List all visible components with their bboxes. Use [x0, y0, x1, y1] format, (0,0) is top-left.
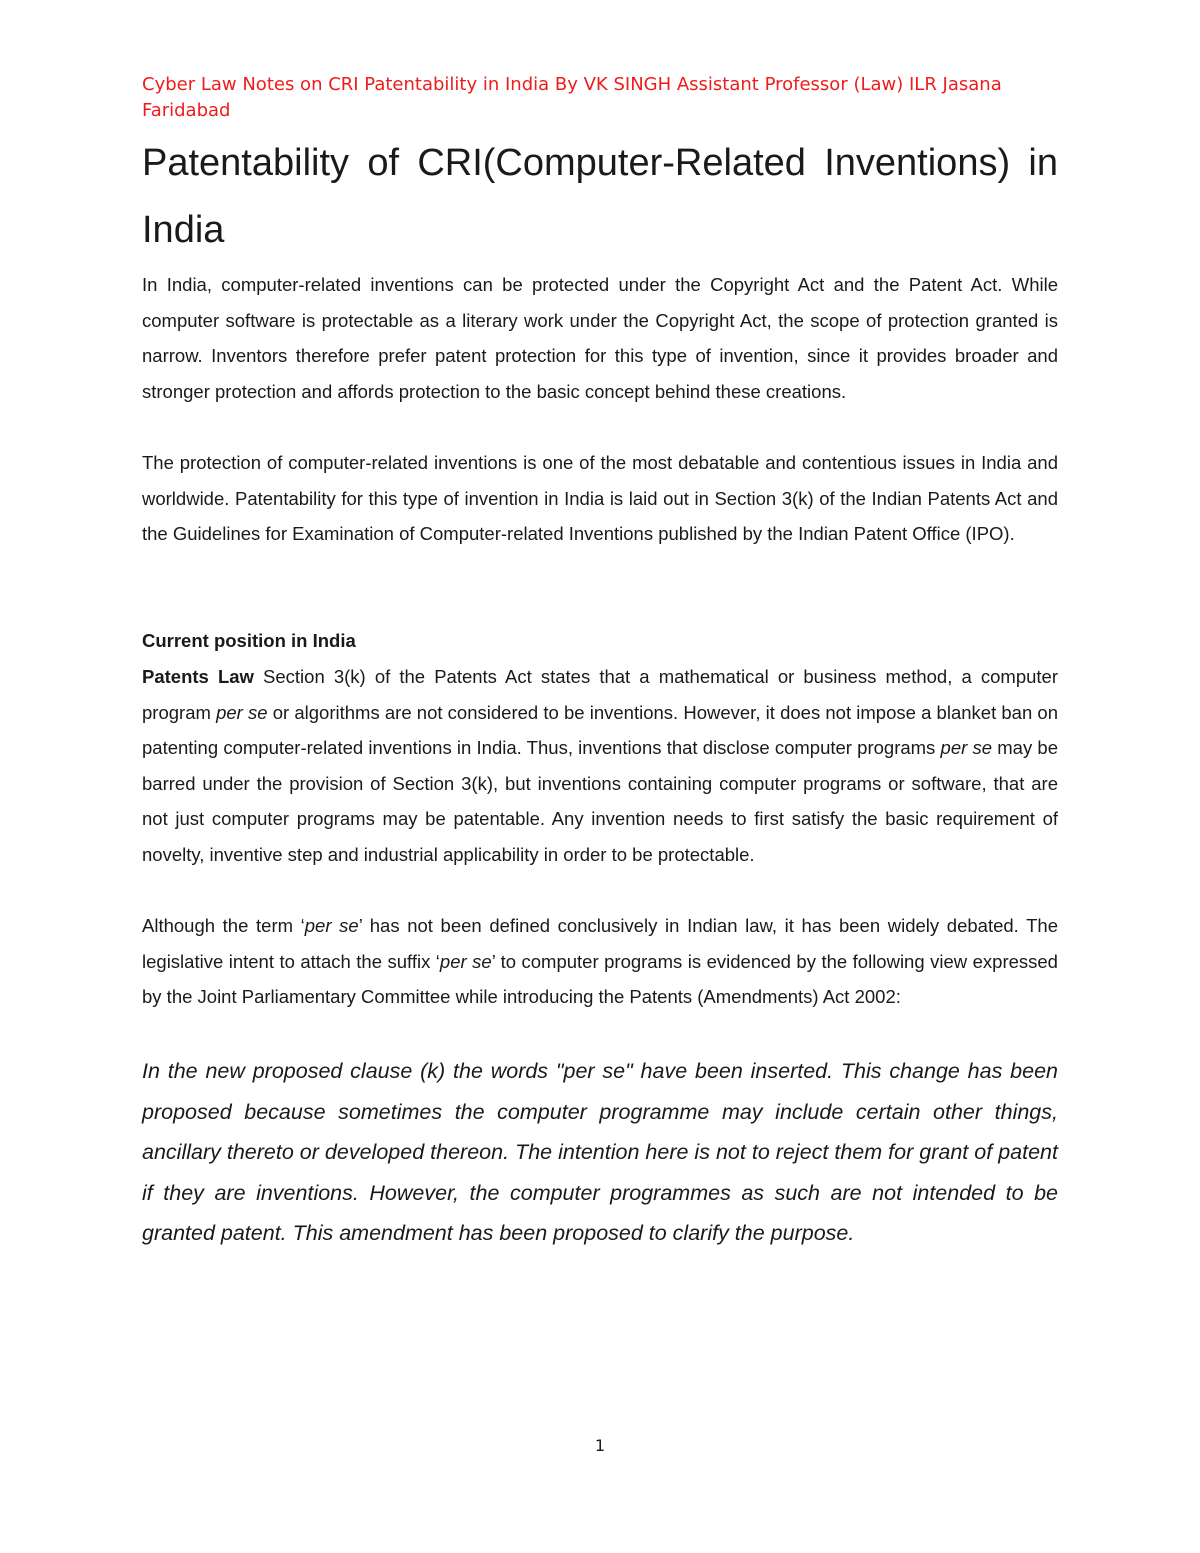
per-se-term: per se — [216, 701, 268, 723]
intro-paragraph-2: The protection of computer-related inventions is one of the most debatable and contentious issues in India and worldwide. Patentability for this type of invention in India is laid out in Section 3(k) of the Indian Patents Act and the Guidelines for Examination of Computer-related Inventions published by the Indian Patent Office (IPO). — [142, 452, 1058, 545]
committee-quote: In the new proposed clause (k) the words "per se" have been inserted. This change has been proposed because sometimes the computer programme may include certain other things, ancillary thereto or developed thereon. The intention here is not to reject them for grant of patent if they are inventions. However, the computer programmes as such are not intended to be granted patent. This amendment has been proposed to clarify the purpose. — [142, 1059, 1058, 1246]
intro-paragraph-1: In India, computer-related inventions can be protected under the Copyright Act and the Patent Act. While computer software is protectable as a literary work under the Copyright Act, the scope of protection granted is narrow. Inventors therefore prefer patent protection for this type of invention, since it provides broader and stronger protection and affords protection to the basic concept behind these creations. — [142, 274, 1058, 402]
patents-law-text-3: may be barred under the provision of Section 3(k), but inventions containing computer programs or software, that are not just computer programs may be patentable. Any invention needs to first satisfy the basic requirement of novelty, inventive step and industrial applicability in order to be protectable. — [142, 737, 1058, 865]
patents-law-text-2: or algorithms are not considered to be inventions. However, it does not impose a blanket ban on patenting computer-related inventions in India. Thus, inventions that disclose computer programs — [142, 701, 1059, 759]
page-title: Patentability of CRI(Computer-Related Inventions) in India — [142, 142, 1058, 251]
per-se-text-1: Although the term ‘ — [142, 915, 305, 936]
per-se-text-2: ’ has not been defined conclusively in Indian law, it has been widely debated. The legislative intent to attach the suffix ‘ — [142, 915, 1058, 972]
per-se-text-3: ’ to computer programs is evidenced by the following view expressed by the Joint Parliamentary Committee while introducing the Patents (Amendments) Act 2002: — [142, 950, 1058, 1008]
per-se-term: per se — [304, 915, 359, 936]
per-se-term: per se — [439, 950, 492, 972]
per-se-term: per se — [940, 737, 993, 759]
patents-law-label: Patents Law — [142, 666, 254, 687]
per-se-paragraph — [142, 908, 1058, 1015]
patents-law-text-1: Section 3(k) of the Patents Act states that a mathematical or business method, a computer program — [142, 666, 1058, 723]
page-number: 1 — [594, 1436, 606, 1455]
section-heading: Current position in India — [142, 630, 356, 651]
patents-law-paragraph — [142, 659, 1058, 873]
header-note: Cyber Law Notes on CRI Patentability in India By VK SINGH Assistant Professor (Law) ILR Jasana Faridabad — [142, 74, 1002, 121]
